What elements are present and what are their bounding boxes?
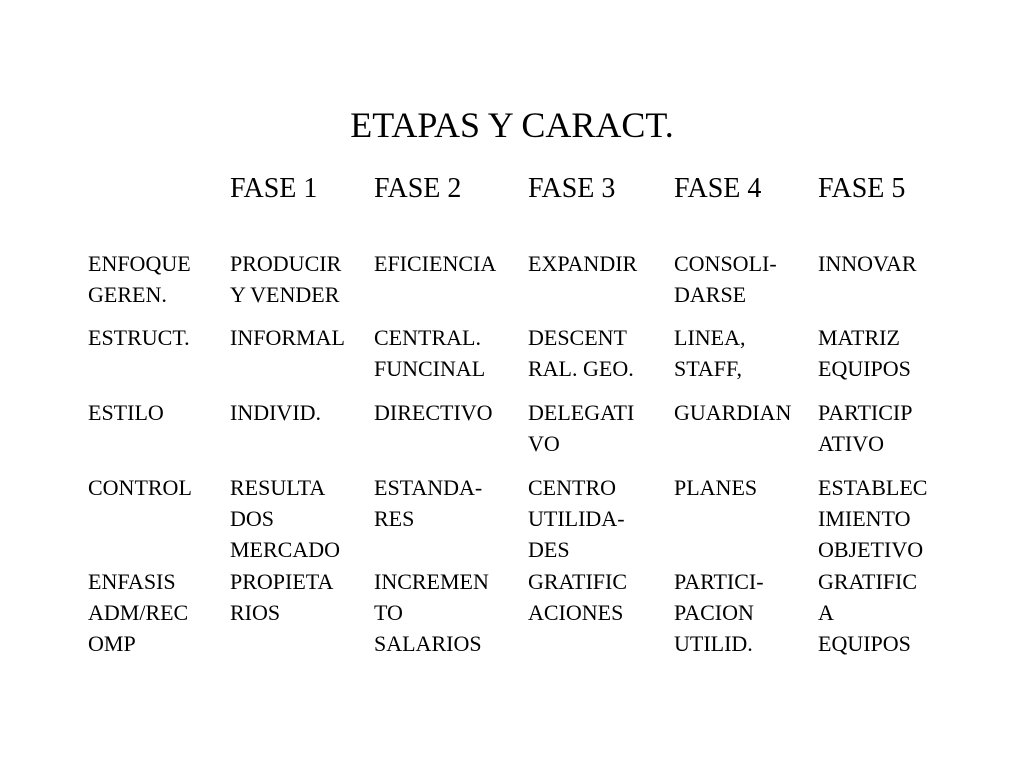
cell-estilo-fase2: DIRECTIVO (374, 400, 493, 425)
cell-enfoque-fase3: EXPANDIR (528, 251, 638, 276)
cell-estruct-fase2: CENTRAL. FUNCINAL (374, 325, 486, 381)
cell-control-fase1: RESULTA DOS MERCADO (230, 475, 341, 562)
cell-enfasis-fase3: GRATIFIC ACIONES (528, 569, 628, 625)
cell-enfoque-fase5: INNOVAR (818, 251, 917, 276)
phase-header-5: FASE 5 (818, 173, 906, 204)
phase-header-1: FASE 1 (230, 173, 318, 204)
row-label-enfasis: ENFASIS ADM/REC OMP (88, 569, 189, 656)
cell-estruct-fase1: INFORMAL (230, 325, 345, 350)
slide-title: ETAPAS Y CARACT. (350, 105, 674, 145)
cell-enfoque-fase1: PRODUCIR Y VENDER (230, 251, 342, 307)
cell-estilo-fase1: INDIVID. (230, 400, 322, 425)
cell-enfoque-fase4: CONSOLI- DARSE (674, 251, 777, 307)
row-label-enfoque: ENFOQUE GEREN. (88, 251, 191, 307)
cell-estilo-fase4: GUARDIAN (674, 400, 792, 425)
cell-enfasis-fase4: PARTICI- PACION UTILID. (674, 569, 764, 656)
cell-control-fase4: PLANES (674, 475, 758, 500)
cell-control-fase5: ESTABLEC IMIENTO OBJETIVO (818, 475, 928, 562)
row-label-control: CONTROL (88, 475, 192, 500)
phase-header-3: FASE 3 (528, 173, 616, 204)
phase-header-4: FASE 4 (674, 173, 762, 204)
cell-control-fase3: CENTRO UTILIDA- DES (528, 475, 625, 562)
cell-estruct-fase4: LINEA, STAFF, (674, 325, 746, 381)
cell-enfasis-fase1: PROPIETA RIOS (230, 569, 334, 625)
cell-enfasis-fase2: INCREMEN TO SALARIOS (374, 569, 489, 656)
cell-enfasis-fase5: GRATIFIC A EQUIPOS (818, 569, 918, 656)
cell-estilo-fase5: PARTICIP ATIVO (818, 400, 913, 456)
row-label-estilo: ESTILO (88, 400, 164, 425)
cell-enfoque-fase2: EFICIENCIA (374, 251, 497, 276)
phase-header-2: FASE 2 (374, 173, 462, 204)
row-label-estruct: ESTRUCT. (88, 325, 190, 350)
cell-estruct-fase5: MATRIZ EQUIPOS (818, 325, 911, 381)
cell-estruct-fase3: DESCENT RAL. GEO. (528, 325, 634, 381)
cell-estilo-fase3: DELEGATI VO (528, 400, 635, 456)
cell-control-fase2: ESTANDA- RES (374, 475, 483, 531)
